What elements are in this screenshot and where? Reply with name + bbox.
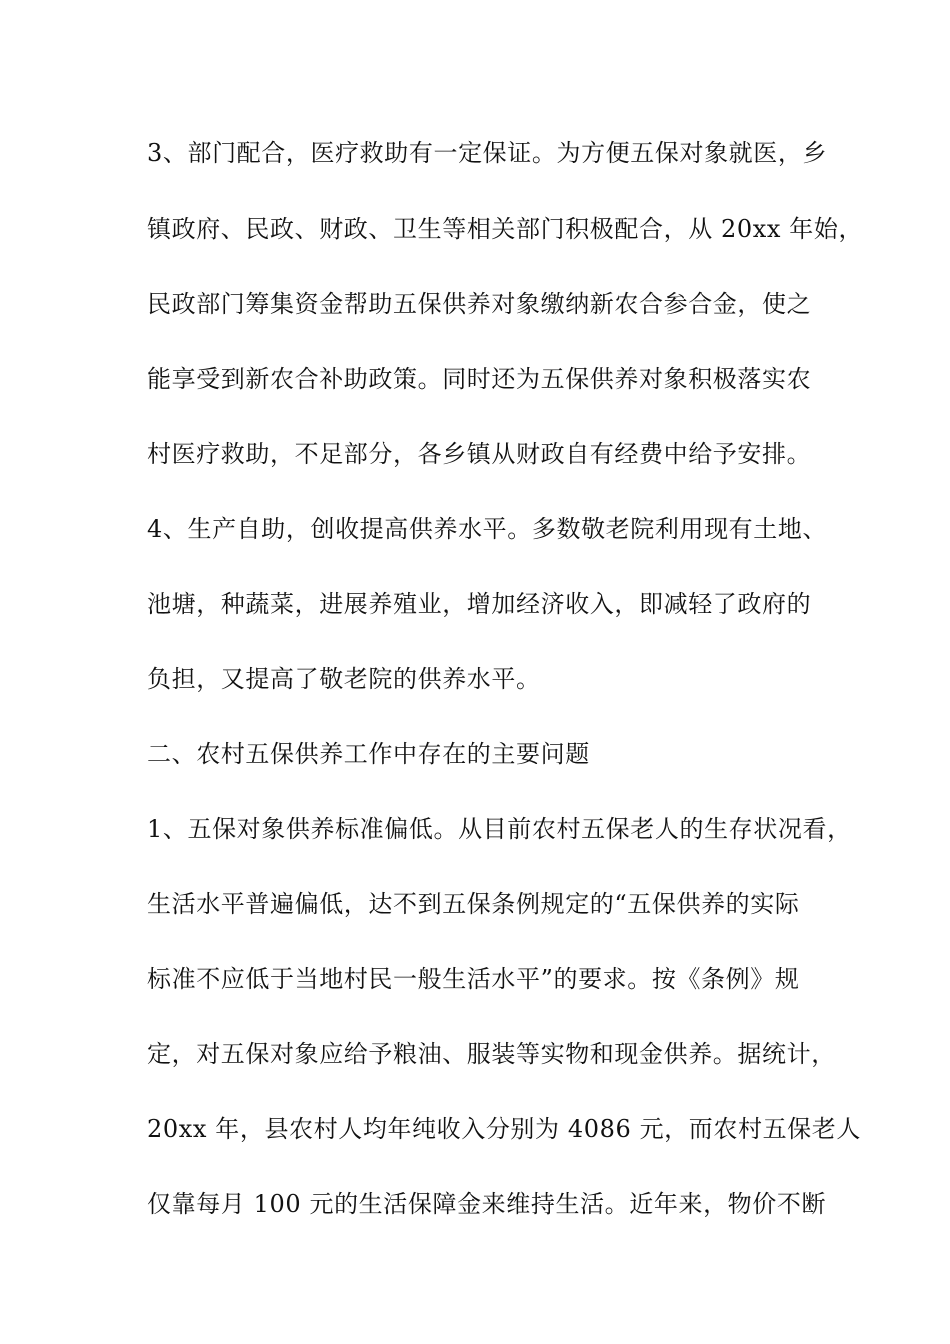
text-line: 能享受到新农合补助政策。同时还为五保供养对象积极落实农 xyxy=(147,365,812,393)
text-line: 村医疗救助，不足部分，各乡镇从财政自有经费中给予安排。 xyxy=(147,440,812,468)
text-line: 民政部门筹集资金帮助五保供养对象缴纳新农合参合金，使之 xyxy=(147,290,812,318)
text-line: 标准不应低于当地村民一般生活水平”的要求。按《条例》规 xyxy=(147,965,800,993)
text-line: 负担，又提高了敬老院的供养水平。 xyxy=(147,665,541,693)
text-line: 4、生产自助，创收提高供养水平。多数敬老院利用现有土地、 xyxy=(147,515,828,543)
text-line: 镇政府、民政、财政、卫生等相关部门积极配合，从 20xx 年始， xyxy=(147,215,864,243)
text-line: 1、五保对象供养标准偏低。从目前农村五保老人的生存状况看， xyxy=(147,815,852,843)
text-line: 仅靠每月 100 元的生活保障金来维持生活。近年来，物价不断 xyxy=(147,1190,827,1218)
text-line: 生活水平普遍偏低，达不到五保条例规定的“五保供养的实际 xyxy=(147,890,800,918)
text-line: 3、部门配合，医疗救助有一定保证。为方便五保对象就医，乡 xyxy=(147,139,828,167)
section-heading: 二、农村五保供养工作中存在的主要问题 xyxy=(147,740,590,768)
text-line: 定，对五保对象应给予粮油、服装等实物和现金供养。据统计， xyxy=(147,1040,836,1068)
text-line: 20xx 年，县农村人均年纯收入分别为 4086 元，而农村五保老人 xyxy=(147,1115,861,1143)
text-line: 池塘，种蔬菜，进展养殖业，增加经济收入，即减轻了政府的 xyxy=(147,590,812,618)
